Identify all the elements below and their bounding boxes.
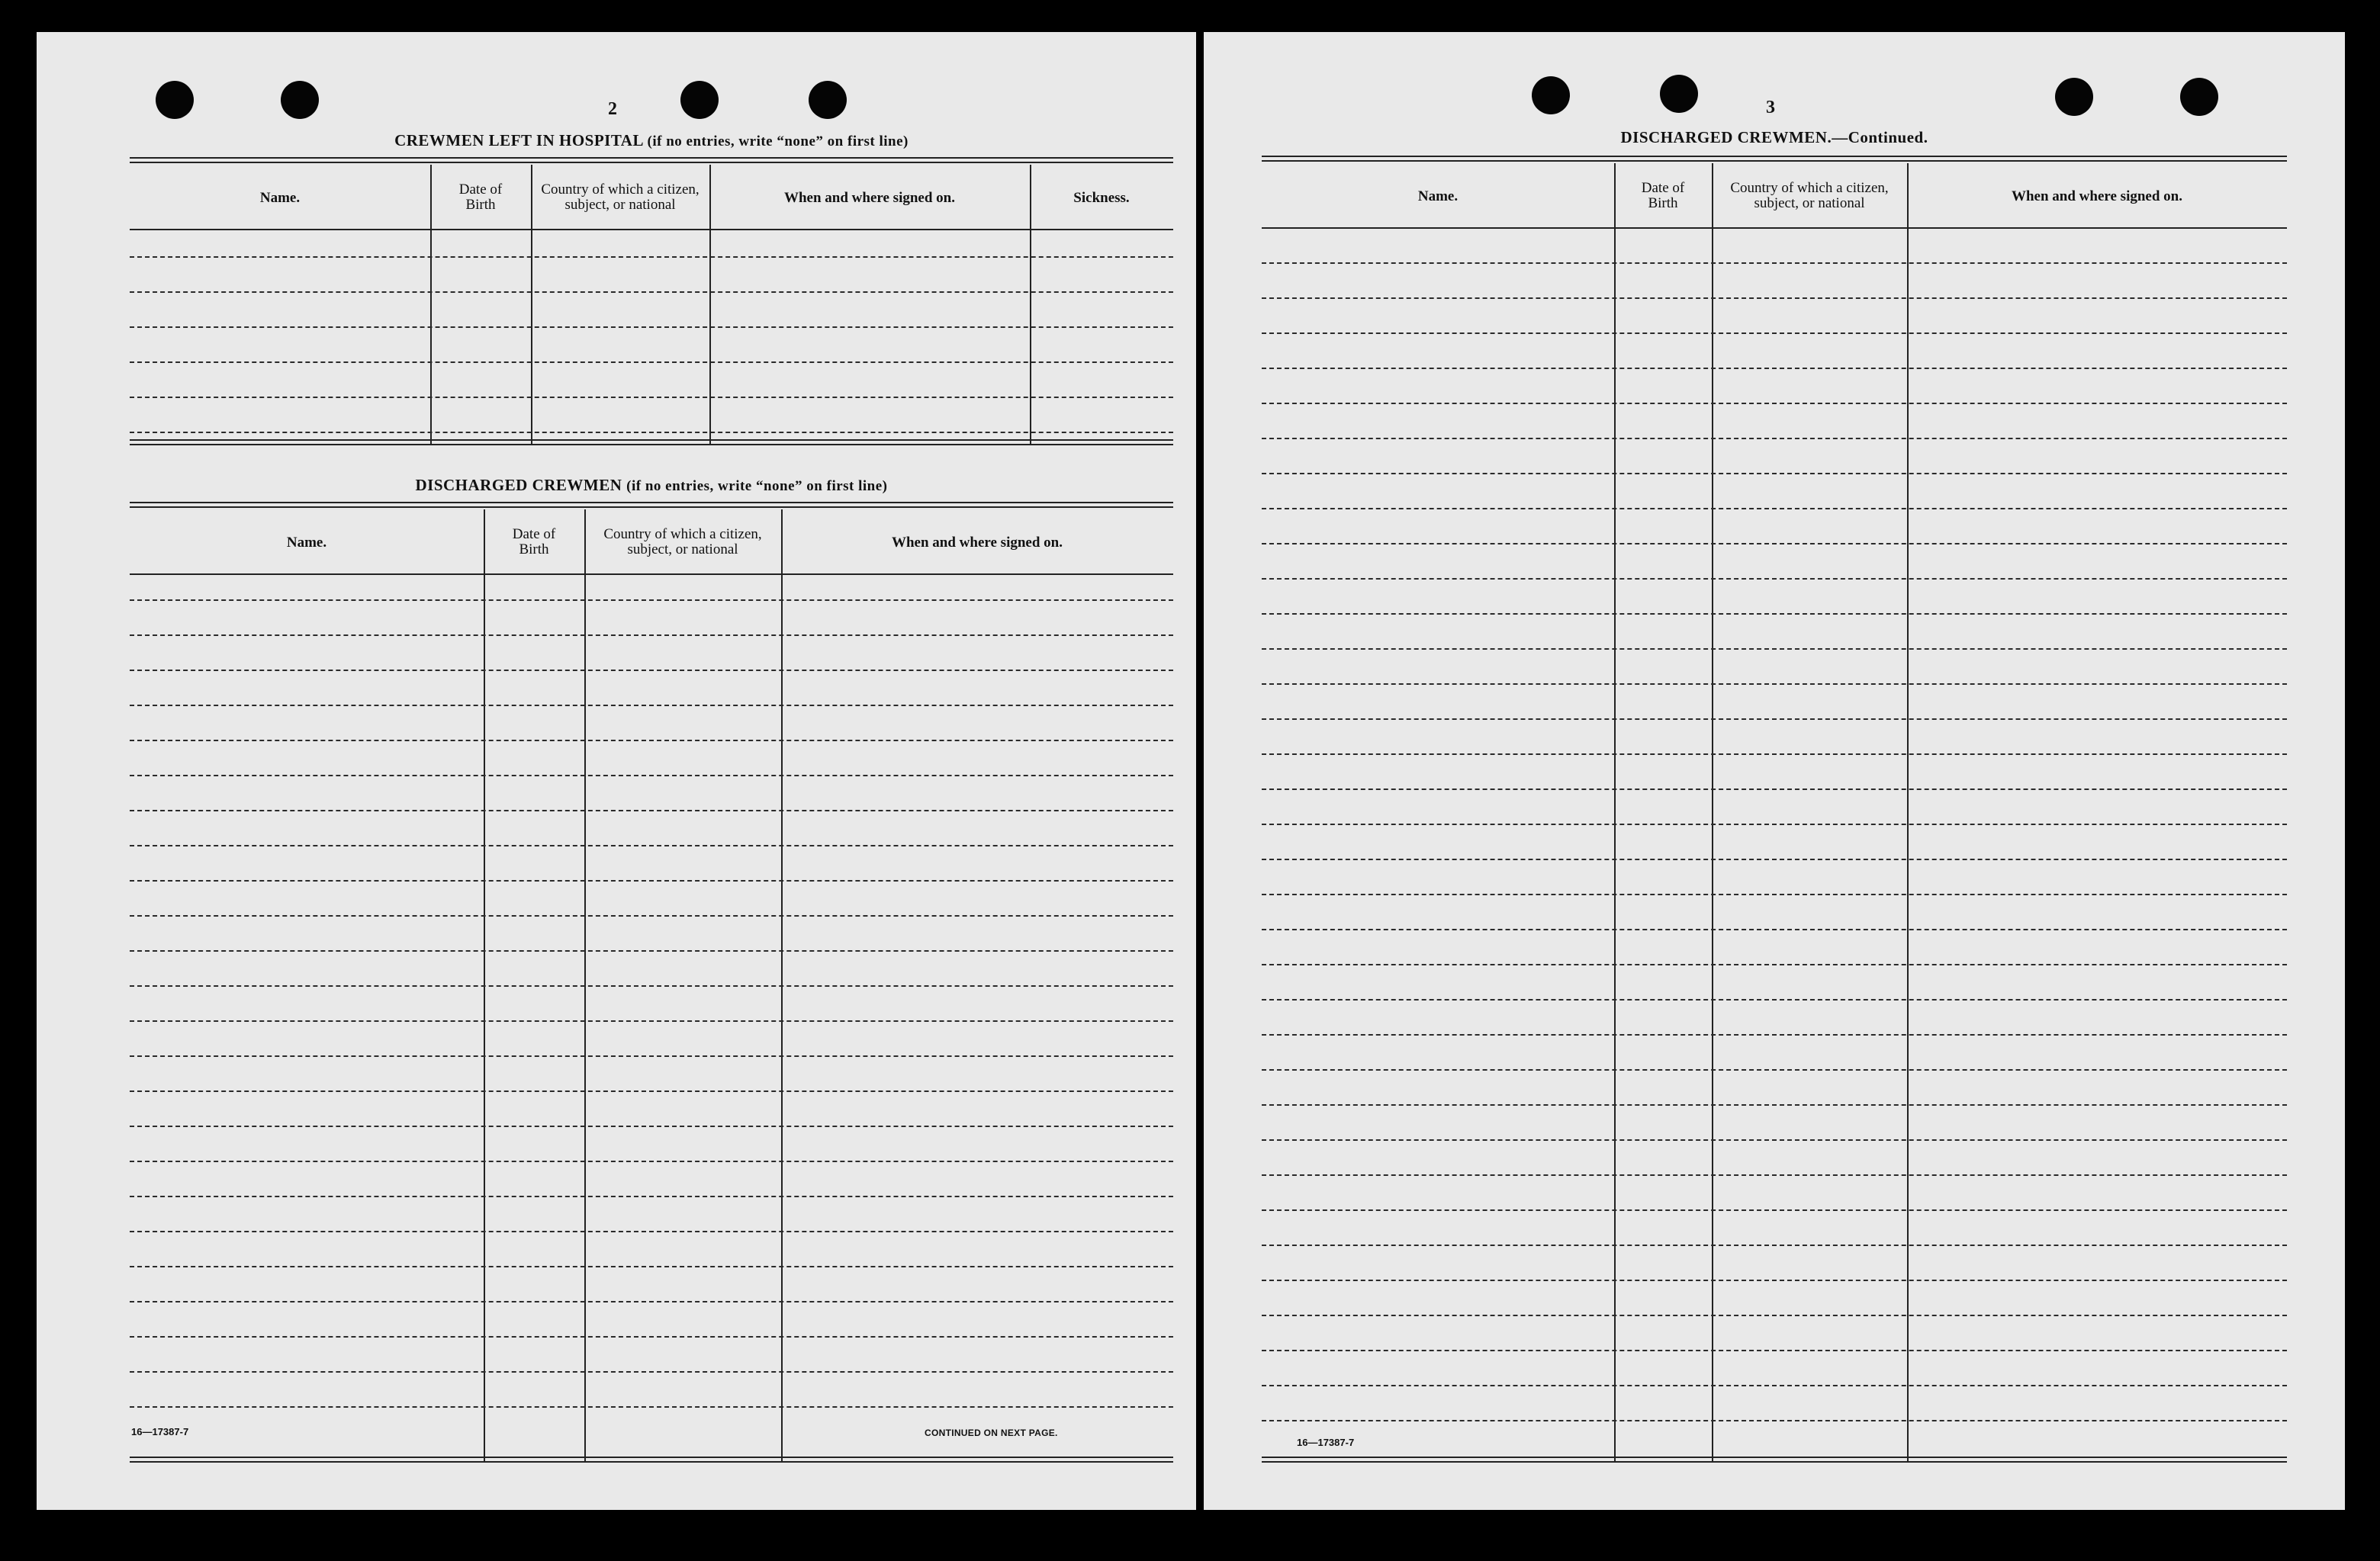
entry-line xyxy=(130,326,1173,328)
entry-line xyxy=(1262,1034,2287,1036)
entry-line xyxy=(130,291,1173,293)
entry-line xyxy=(1262,999,2287,1001)
entry-line xyxy=(1262,368,2287,369)
discharged-subtitle-text: (if no entries, write “none” on first line) xyxy=(626,478,888,494)
col-header-when-where: When and where signed on. xyxy=(891,534,1063,551)
entry-line xyxy=(1262,297,2287,299)
entry-line xyxy=(1262,1069,2287,1071)
hospital-entry-rows xyxy=(130,159,1173,444)
punch-hole xyxy=(1532,76,1570,114)
entry-line xyxy=(130,634,1173,636)
entry-line xyxy=(130,1196,1173,1197)
entry-line xyxy=(1262,1174,2287,1176)
entry-line xyxy=(130,705,1173,706)
entry-line xyxy=(1262,894,2287,895)
entry-line xyxy=(130,775,1173,776)
entry-line xyxy=(1262,753,2287,755)
col-header-when-where: When and where signed on. xyxy=(783,189,955,206)
entry-line xyxy=(130,950,1173,952)
entry-line xyxy=(1262,789,2287,790)
entry-line xyxy=(130,1406,1173,1408)
entry-line xyxy=(130,880,1173,882)
entry-line xyxy=(130,1301,1173,1302)
col-header-name: Name. xyxy=(286,534,327,551)
entry-line xyxy=(1262,1245,2287,1246)
hospital-subtitle-text: (if no entries, write “none” on first line) xyxy=(647,133,909,149)
entry-line xyxy=(1262,1350,2287,1351)
col-header-country: Country of which a citizen, subject, or national xyxy=(603,526,762,557)
entry-line xyxy=(130,1020,1173,1022)
entry-line xyxy=(130,1231,1173,1232)
entry-line xyxy=(130,1161,1173,1162)
discharged-table xyxy=(130,502,1173,1463)
entry-line xyxy=(1262,543,2287,544)
entry-line xyxy=(130,985,1173,987)
entry-line xyxy=(130,256,1173,258)
entry-line xyxy=(1262,578,2287,580)
punch-hole xyxy=(2180,78,2218,116)
entry-line xyxy=(130,1126,1173,1127)
entry-line xyxy=(130,670,1173,671)
entry-line xyxy=(1262,1385,2287,1386)
col-header-name: Name. xyxy=(1417,188,1459,204)
continued-note: CONTINUED ON NEXT PAGE. xyxy=(925,1428,1058,1438)
entry-line xyxy=(1262,1209,2287,1211)
entry-line xyxy=(130,1336,1173,1338)
entry-line xyxy=(130,740,1173,741)
entry-line xyxy=(1262,683,2287,685)
col-header-when-where: When and where signed on. xyxy=(2011,188,2182,204)
entry-line xyxy=(130,845,1173,846)
col-header-date-of-birth: Date of Birth xyxy=(458,181,503,213)
entry-line xyxy=(1262,332,2287,334)
punch-hole xyxy=(680,81,719,119)
entry-line xyxy=(130,1055,1173,1057)
entry-line xyxy=(1262,1139,2287,1141)
form-number: 16—17387-7 xyxy=(1297,1437,1355,1448)
discharged-continued-title: DISCHARGED CREWMEN.—Continued. xyxy=(1620,128,1928,146)
discharged-entry-rows xyxy=(130,503,1173,1461)
hospital-table xyxy=(130,157,1173,445)
entry-line xyxy=(1262,1315,2287,1316)
form-number: 16—17387-7 xyxy=(131,1426,189,1437)
entry-line xyxy=(130,1266,1173,1267)
entry-line xyxy=(1262,438,2287,439)
entry-line xyxy=(1262,508,2287,509)
entry-line xyxy=(1262,929,2287,930)
entry-line xyxy=(1262,1104,2287,1106)
discharged-section-title xyxy=(130,476,1173,495)
entry-line xyxy=(130,397,1173,398)
discharged-title-text: DISCHARGED CREWMEN xyxy=(415,476,622,494)
entry-line xyxy=(130,361,1173,363)
punch-hole xyxy=(809,81,847,119)
col-header-country: Country of which a citizen, subject, or national xyxy=(1730,180,1889,211)
entry-line xyxy=(130,599,1173,601)
entry-line xyxy=(130,810,1173,811)
hospital-section-title xyxy=(130,131,1173,150)
entry-line xyxy=(1262,859,2287,860)
entry-line xyxy=(130,1371,1173,1373)
entry-line xyxy=(130,1090,1173,1092)
col-header-date-of-birth: Date of Birth xyxy=(512,526,556,557)
entry-line xyxy=(130,432,1173,433)
col-header-name: Name. xyxy=(259,189,301,206)
punch-hole xyxy=(1660,75,1698,113)
entry-line xyxy=(1262,473,2287,474)
punch-hole xyxy=(156,81,194,119)
page-number: 2 xyxy=(608,99,617,119)
punch-hole xyxy=(281,81,319,119)
entry-line xyxy=(1262,403,2287,404)
entry-line xyxy=(1262,262,2287,264)
col-header-sickness: Sickness. xyxy=(1073,189,1130,206)
punch-hole xyxy=(2055,78,2093,116)
left-form-page xyxy=(37,32,1196,1510)
entry-line xyxy=(1262,824,2287,825)
right-form-page xyxy=(1204,32,2345,1510)
entry-line xyxy=(130,915,1173,917)
entry-line xyxy=(1262,1420,2287,1421)
discharged-continued-table xyxy=(1262,156,2287,1463)
entry-line xyxy=(1262,613,2287,615)
page-number: 3 xyxy=(1766,98,1775,117)
entry-line xyxy=(1262,964,2287,965)
entry-line xyxy=(1262,718,2287,720)
entry-line xyxy=(1262,1280,2287,1281)
hospital-title-text: CREWMEN LEFT IN HOSPITAL xyxy=(394,131,643,149)
continued-entry-rows xyxy=(1262,157,2287,1461)
entry-line xyxy=(1262,648,2287,650)
col-header-country: Country of which a citizen, subject, or national xyxy=(541,181,700,213)
col-header-date-of-birth: Date of Birth xyxy=(1641,180,1685,211)
